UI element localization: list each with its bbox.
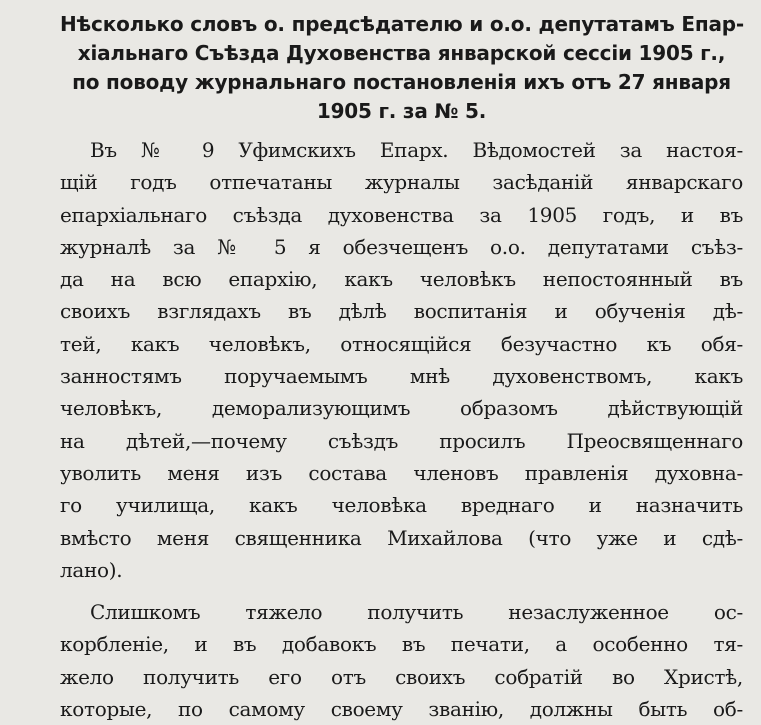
article-body bbox=[60, 134, 743, 725]
text-line: Слишкомъ тяжело получить незаслуженное ос- bbox=[90, 600, 743, 625]
text-line: занностямъ поручаемымъ мнѣ духовенствомъ, какъ bbox=[60, 364, 743, 389]
text-line: своихъ взглядахъ въ дѣлѣ воспитанія и обученія дѣ- bbox=[60, 299, 743, 324]
title-line: хіальнаго Съѣзда Духовенства январской сессіи 1905 г., bbox=[77, 41, 726, 65]
text-line: которые, по самому своему званію, должны быть об- bbox=[60, 697, 743, 722]
text-line: епархіальнаго съѣзда духовенства за 1905 годъ, и въ bbox=[60, 202, 743, 227]
text-line: Въ № 9 Уфимскихъ Епарх. Вѣдомостей за настоя- bbox=[90, 138, 743, 162]
paragraph-gap bbox=[60, 586, 743, 596]
text-line: человѣкъ, деморализующимъ образомъ дѣйствующій bbox=[60, 396, 743, 421]
text-line: жело получить его отъ своихъ собратій во Христѣ, bbox=[60, 664, 743, 689]
paragraph-1 bbox=[60, 134, 743, 586]
text-line: корбленіе, и въ добавокъ въ печати, а особенно тя- bbox=[60, 632, 743, 657]
title-line: Нѣсколько словъ о. предсѣдателю и о.о. депутатамъ Епар- bbox=[60, 12, 744, 36]
text-line: лано). bbox=[60, 557, 123, 582]
text-line: журналѣ за № 5 я обезчещенъ о.о. депутатами съѣз- bbox=[60, 234, 743, 259]
paragraph-2 bbox=[60, 596, 743, 725]
text-line: на дѣтей,—почему съѣздъ просилъ Преосвященнаго bbox=[60, 428, 743, 453]
text-line: го училища, какъ человѣка вреднаго и назначить bbox=[60, 493, 743, 518]
text-line: щій годъ отпечатаны журналы засѣданій январскаго bbox=[60, 170, 743, 195]
text-line: да на всю епархію, какъ человѣкъ непостоянный въ bbox=[60, 267, 743, 292]
article-title bbox=[60, 10, 743, 126]
text-line: уволить меня изъ состава членовъ правленія духовна- bbox=[60, 460, 743, 485]
text-line: вмѣсто меня священника Михайлова (что уже и сдѣ- bbox=[60, 525, 743, 550]
title-line: по поводу журнальнаго постановленія ихъ отъ 27 января bbox=[72, 70, 731, 94]
text-line: тей, какъ человѣкъ, относящійся безучастно къ обя- bbox=[60, 331, 743, 356]
title-line: 1905 г. за № 5. bbox=[316, 99, 487, 123]
